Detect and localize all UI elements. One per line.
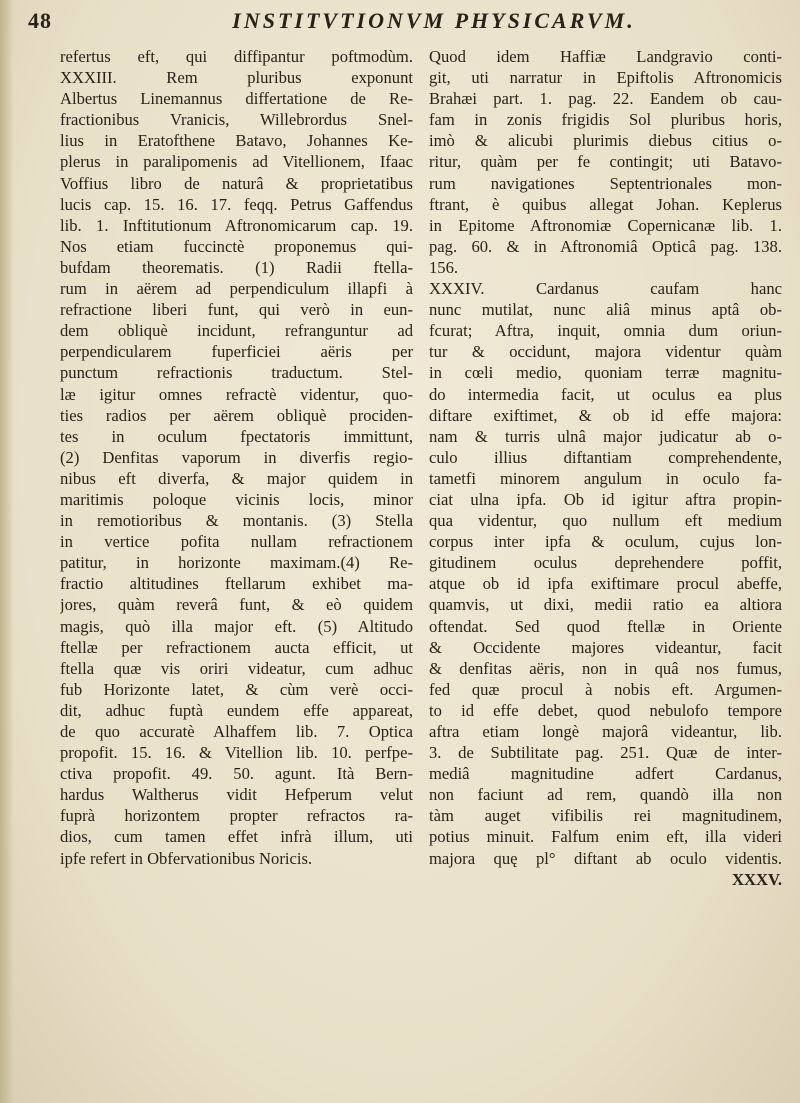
right-column [429, 46, 782, 1095]
text-line: gitudinem oculus deprehendere poffit, [429, 553, 782, 573]
text-line: hardus Waltherus vidit Hefperum velut [60, 785, 413, 805]
text-line: in cœli medio, quoniam terræ magnitu- [429, 363, 782, 383]
text-line: mediâ magnitudine adfert Cardanus, [429, 764, 782, 784]
page-binding-shadow [0, 0, 14, 1103]
text-line: aftra etiam longè majorâ videantur, lib. [429, 722, 782, 741]
text-line: rum navigationes Septentrionales mon- [429, 173, 782, 193]
text-line: fuprà horizontem propter refractos ra- [60, 806, 413, 826]
text-line: fub Horizonte latet, & cùm verè occi- [60, 679, 413, 699]
text-line: tur & occidunt, majora videntur quàm [429, 342, 782, 362]
text-line: qua videntur, quo nullum eft medium [429, 511, 782, 531]
text-line: diftare exiftimet, & ob id effe majora: [429, 405, 782, 425]
text-line: quamvis, ut dixi, medii ratio ea altiora [429, 595, 782, 615]
text-line: refertus eft, qui diffipantur poftmodùm. [60, 47, 413, 66]
text-line: patitur, in horizonte maximam.(4) Re- [60, 553, 413, 573]
text-line: XXXIV. Cardanus caufam hanc [429, 279, 782, 299]
text-line: git, uti narratur in Epiftolis Aftronomicis [429, 68, 782, 88]
left-column [60, 46, 413, 1095]
text-line: tes in oculum fpectatoris immittunt, [60, 426, 413, 446]
text-line: lucis cap. 15. 16. 17. feqq. Petrus Gaffendus [60, 194, 413, 214]
text-line: Voffius libro de naturâ & proprietatibus [60, 173, 413, 193]
text-line: refractione liberi funt, qui verò in eun- [60, 300, 413, 320]
page-number: 48 [28, 8, 52, 33]
running-title: INSTITVTIONVM PHYSICARVM. [232, 8, 636, 33]
text-line: Brahæi part. 1. pag. 22. Eandem ob cau- [429, 89, 782, 109]
text-line: læ igitur omnes refractè videntur, quo- [60, 384, 413, 404]
text-line: fractio altitudines ftellarum exhibet ma- [60, 574, 413, 594]
text-columns [60, 46, 782, 1095]
text-line: Quod idem Haffiæ Landgravio conti- [429, 47, 782, 66]
text-line: Albertus Linemannus differtatione de Re- [60, 89, 413, 109]
text-line: ciat ulna ipfa. Ob id igitur aftra propin- [429, 489, 782, 509]
text-line: ipfe refert in Obfervationibus Noricis. [60, 848, 313, 868]
text-line: rum in aërem ad perpendiculum illapfi à [60, 279, 413, 299]
text-line: ties radios per aërem obliquè prociden- [60, 405, 413, 425]
text-line: nibus eft diverfa, & major quidem in [60, 468, 413, 488]
text-line: XXXIII. Rem pluribus exponunt [60, 68, 413, 88]
text-line: perpendicularem fuperficiei aëris per [60, 342, 413, 362]
text-line: nam & turris ulnâ major judicatur ab o- [429, 426, 782, 446]
text-line: Nos etiam fuccinctè proponemus qui- [60, 236, 413, 256]
text-line: fcurat; Aftra, inquit, omnia dum oriun- [429, 321, 782, 341]
text-line: fam in zonis frigidis Sol pluribus horis, [429, 110, 782, 130]
text-line: corpus inter ipfa & oculum, cujus lon- [429, 532, 782, 552]
text-line: magis, quò illa major eft. (5) Altitudo [60, 616, 413, 636]
text-line: dit, adhuc fuptà eundem effe appareat, [60, 700, 413, 720]
text-line: & Occidente majores videantur, facit [429, 637, 782, 657]
text-line: in remotioribus & montanis. (3) Stella [60, 511, 413, 531]
text-line: tàm auget vifibilis rei magnitudinem, [429, 806, 782, 826]
text-line: ftella quæ vis oriri videatur, cum adhuc [60, 658, 413, 678]
text-line: lib. 1. Inftitutionum Aftronomicarum cap. 19. [60, 215, 413, 235]
text-line: ctiva propofit. 49. 50. agunt. Ità Bern- [60, 764, 413, 784]
text-line: dem obliquè incidunt, refranguntur ad [60, 321, 413, 341]
text-line: lius in Eratofthene Batavo, Johannes Ke- [60, 131, 413, 151]
text-line: ritur, quàm per fe contingit; uti Batavo- [429, 152, 782, 172]
text-line: dios, cum tamen effet infrà illum, uti [60, 827, 413, 847]
text-line: tametfi minorem angulum in oculo fa- [429, 468, 782, 488]
text-line: majora quę pl° diftant ab oculo videntis. [429, 848, 782, 868]
text-line: XXXV. [732, 869, 782, 889]
text-line: (2) Denfitas vaporum in diverfis regio- [60, 447, 413, 467]
text-line: de quo accuratè Alhaffem lib. 7. Optica [60, 722, 413, 741]
text-line: punctum refractionis traductum. Stel- [60, 363, 413, 383]
page-header [28, 4, 770, 38]
text-line: 3. de Subtilitate pag. 251. Quæ de inter- [429, 743, 782, 763]
text-line: to id effe debet, quod nebulofo tempore [429, 700, 782, 720]
text-line: pag. 60. & in Aftronomiâ Opticâ pag. 138. [429, 236, 782, 256]
text-line: nunc mutilat, nunc aliâ minus aptâ ob- [429, 300, 782, 320]
text-line: maritimis poloque vicinis locis, minor [60, 489, 413, 509]
text-line: jores, quàm reverâ funt, & eò quidem [60, 595, 413, 615]
text-line: 156. [429, 257, 459, 277]
text-line: in Epitome Aftronomiæ Copernicanæ lib. 1. [429, 215, 782, 235]
text-line: do intermedia facit, ut oculus ea plus [429, 384, 782, 404]
text-line: imò & alicubi plurimis diebus citius o- [429, 131, 782, 151]
text-line: oftendat. Sed quod ftellæ in Oriente [429, 616, 782, 636]
text-line: fed quæ procul à nobis eft. Argumen- [429, 679, 782, 699]
text-line: plerus in paralipomenis ad Vitellionem, Ifaac [60, 152, 413, 172]
text-line: potius minuit. Falfum enim eft, illa videri [429, 827, 782, 847]
text-line: non faciunt ad rem, quandò illa non [429, 785, 782, 805]
text-line: ftellæ per refractionem aucta efficit, ut [60, 637, 413, 657]
text-line: in vertice pofita nullam refractionem [60, 532, 413, 552]
text-line: bufdam theorematis. (1) Radii ftella- [60, 257, 413, 277]
text-line: ftrant, è quibus allegat Johan. Keplerus [429, 194, 782, 214]
text-line: & denfitas aëris, non in quâ nos fumus, [429, 658, 782, 678]
text-line: atque ob id ipfa exiftimare procul abeffe, [429, 574, 782, 594]
text-line: culo illius diftantiam comprehendente, [429, 447, 782, 467]
text-line: fractionibus Vranicis, Willebrordus Snel- [60, 110, 413, 130]
text-line: propofit. 15. 16. & Vitellion lib. 10. perfpe- [60, 743, 413, 763]
